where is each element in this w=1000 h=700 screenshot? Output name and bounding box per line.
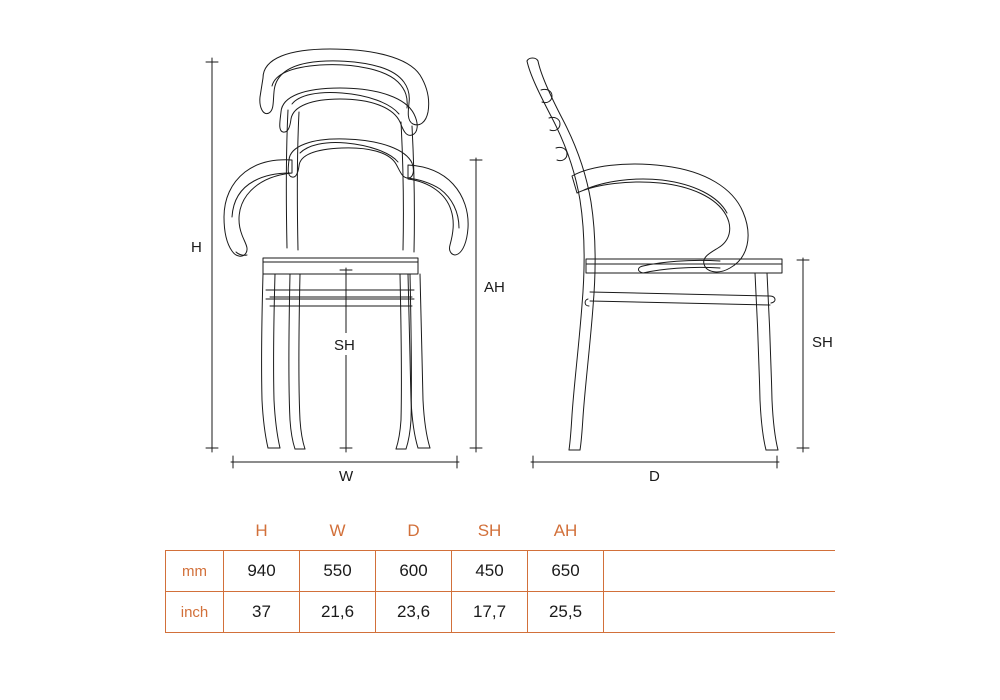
side-view-chair <box>527 58 782 450</box>
table-cell-mm-w: 550 <box>300 551 376 592</box>
table-header-unit <box>166 512 224 551</box>
dimension-label-d: D <box>649 468 660 485</box>
table-row-mm <box>166 551 836 592</box>
table-cell-mm-ah: 650 <box>528 551 604 592</box>
table-cell-mm-sh: 450 <box>452 551 528 592</box>
table-row-inch <box>166 592 836 633</box>
table-cell-inch-ah: 25,5 <box>528 592 604 633</box>
table-cell-inch-h: 37 <box>224 592 300 633</box>
dimension-line-sh-side <box>797 258 809 452</box>
dimension-spec-table <box>165 512 835 633</box>
dimension-line-ah <box>470 158 482 452</box>
table-cell-mm-h: 940 <box>224 551 300 592</box>
table-cell-inch-spacer <box>604 592 836 633</box>
table-header-h: H <box>255 521 268 540</box>
table-cell-mm-d: 600 <box>376 551 452 592</box>
table-header-sh: SH <box>477 521 502 540</box>
table-header-ah: AH <box>553 521 578 540</box>
dimension-line-sh-front <box>340 268 352 452</box>
table-cell-inch-w: 21,6 <box>300 592 376 633</box>
table-cell-unit-mm: mm <box>166 551 224 592</box>
table-header-row <box>166 512 836 551</box>
dimension-label-w: W <box>339 468 354 485</box>
table-header-w: W <box>329 521 346 540</box>
table-cell-inch-d: 23,6 <box>376 592 452 633</box>
dimension-line-d <box>531 456 779 468</box>
table-header-spacer <box>604 512 836 551</box>
table-cell-mm-spacer <box>604 551 836 592</box>
table-cell-unit-inch: inch <box>166 592 224 633</box>
dimension-label-h: H <box>191 239 202 256</box>
table-cell-inch-sh: 17,7 <box>452 592 528 633</box>
dimension-label-sh-front: SH <box>334 337 355 354</box>
dimension-label-sh-side: SH <box>812 334 833 351</box>
dimension-label-ah: AH <box>484 279 505 296</box>
dimension-line-w <box>231 456 459 468</box>
table-header-d: D <box>407 521 420 540</box>
dimension-line-h <box>206 58 218 452</box>
